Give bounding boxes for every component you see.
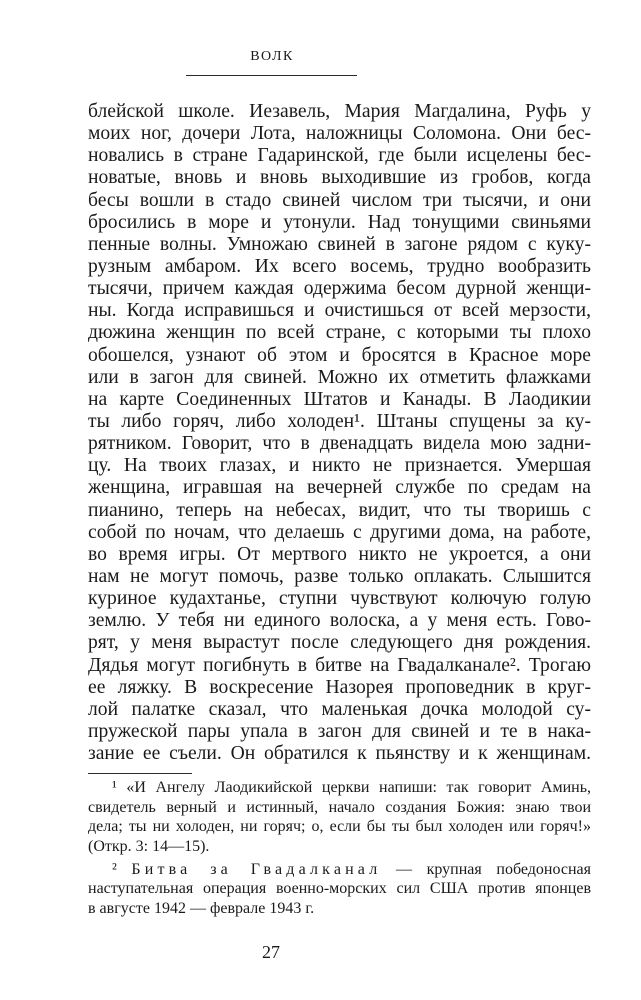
body-text-line: во время игры. От мертвого никто не укроется, а они bbox=[88, 543, 591, 565]
body-text-line: цу. На твоих глазах, и никто не признается. Умершая bbox=[88, 455, 591, 477]
footnote-line: дела; ты ни холоден, ни горяч; о, если бы ты был холоден или горяч!» bbox=[88, 818, 591, 836]
body-text-line: лой палатке сказал, что маленькая дочка молодой су- bbox=[88, 698, 591, 720]
body-text-line: женщина, игравшая на вечерней службе по средам на bbox=[88, 477, 591, 499]
body-text-line: рятником. Говорит, что в двенадцать видела мою задни- bbox=[88, 433, 591, 455]
footnote-line: наступательная операция военно-морских сил США против японцев bbox=[88, 880, 591, 898]
body-text-line: бросились в море и утонули. Над тонущими свиньями bbox=[88, 211, 591, 233]
footnote-line bbox=[88, 860, 591, 880]
footnotes bbox=[88, 778, 591, 919]
body-text-line: бесы вошли в стадо свиней числом три тысячи, и они bbox=[88, 189, 591, 211]
body-text-line: ты либо горяч, либо холоден¹. Штаны спущены за ку- bbox=[88, 410, 591, 432]
footnote-term: Битва за Гвадалканал bbox=[131, 860, 382, 878]
footnote-line-text: — крупная победоносная bbox=[395, 860, 591, 878]
body-text-line: ее ляжку. В воскресение Назорея проповедник в круг- bbox=[88, 676, 591, 698]
body-text-line: Дядья могут погибнуть в битве на Гвадалканале². Трогаю bbox=[88, 654, 591, 676]
running-head: ВОЛК bbox=[250, 49, 294, 64]
footnote-1 bbox=[88, 778, 591, 857]
footnote-line: в августе 1942 — феврале 1943 г. bbox=[88, 900, 315, 918]
footnote-line: (Откр. 3: 14—15). bbox=[88, 838, 210, 856]
body-text-line: пенные волны. Умножаю свиней в загоне рядом с куку- bbox=[88, 233, 591, 255]
body-text-line: пружеской пары упала в загон для свиней и те в нака- bbox=[88, 720, 591, 742]
body-text bbox=[88, 101, 591, 765]
body-text-line: зание ее съели. Он обратился к пьянству и к женщинам. bbox=[88, 743, 591, 765]
body-text-line: куриное кудахтанье, ступни чувствуют колючую голую bbox=[88, 588, 591, 610]
body-text-line: собой по ночам, что делаешь с другими дома, на работе, bbox=[88, 521, 591, 543]
body-text-line: дюжина женщин по всей стране, с которыми ты плохо bbox=[88, 322, 591, 344]
body-text-line: обошелся, узнают об этом и бросятся в Красное море bbox=[88, 344, 591, 366]
footnote-rule bbox=[88, 773, 192, 774]
body-text-line: ны. Когда исправишься и очистишься от всей мерзости, bbox=[88, 300, 591, 322]
body-text-line: на карте Соединенных Штатов и Канады. В Лаодикии bbox=[88, 388, 591, 410]
running-head-rule bbox=[186, 75, 357, 76]
body-text-line: рят, у меня вырастут после следующего дня рождения. bbox=[88, 632, 591, 654]
body-text-line: рузным амбаром. Их всего восемь, трудно вообразить bbox=[88, 255, 591, 277]
body-text-line: землю. У тебя ни единого волоска, а у меня есть. Гово- bbox=[88, 610, 591, 632]
body-text-line: нам не могут помочь, разве только оплакать. Слышится bbox=[88, 565, 591, 587]
body-text-line: пианино, теперь на небесах, видит, что ты творишь с bbox=[88, 499, 591, 521]
footnote-2 bbox=[88, 860, 591, 919]
body-text-line: новались в стране Гадаринской, где были исцелены бес- bbox=[88, 145, 591, 167]
body-text-line: блейской школе. Иезавель, Мария Магдалина, Руфь у bbox=[88, 101, 591, 122]
body-text-line: тысячи, причем каждая одержима бесом дурной женщи- bbox=[88, 278, 591, 300]
body-text-line: или в загон для свиней. Можно их отметить флажками bbox=[88, 366, 591, 388]
body-text-line: моих ног, дочери Лота, наложницы Соломона. Они бес- bbox=[88, 123, 591, 145]
footnote-marker: ¹ bbox=[112, 779, 117, 796]
body-text-line: новатые, вновь и вновь выходившие из гробов, когда bbox=[88, 167, 591, 189]
footnote-line bbox=[88, 778, 591, 798]
page-number: 27 bbox=[262, 942, 280, 962]
footnote-line: свидетель верный и истинный, начало создания Божия: знаю твои bbox=[88, 798, 591, 816]
footnote-marker: ² bbox=[112, 860, 117, 878]
footnote-line-text: «И Ангелу Лаодикийской церкви напиши: так говорит Аминь, bbox=[126, 779, 591, 796]
